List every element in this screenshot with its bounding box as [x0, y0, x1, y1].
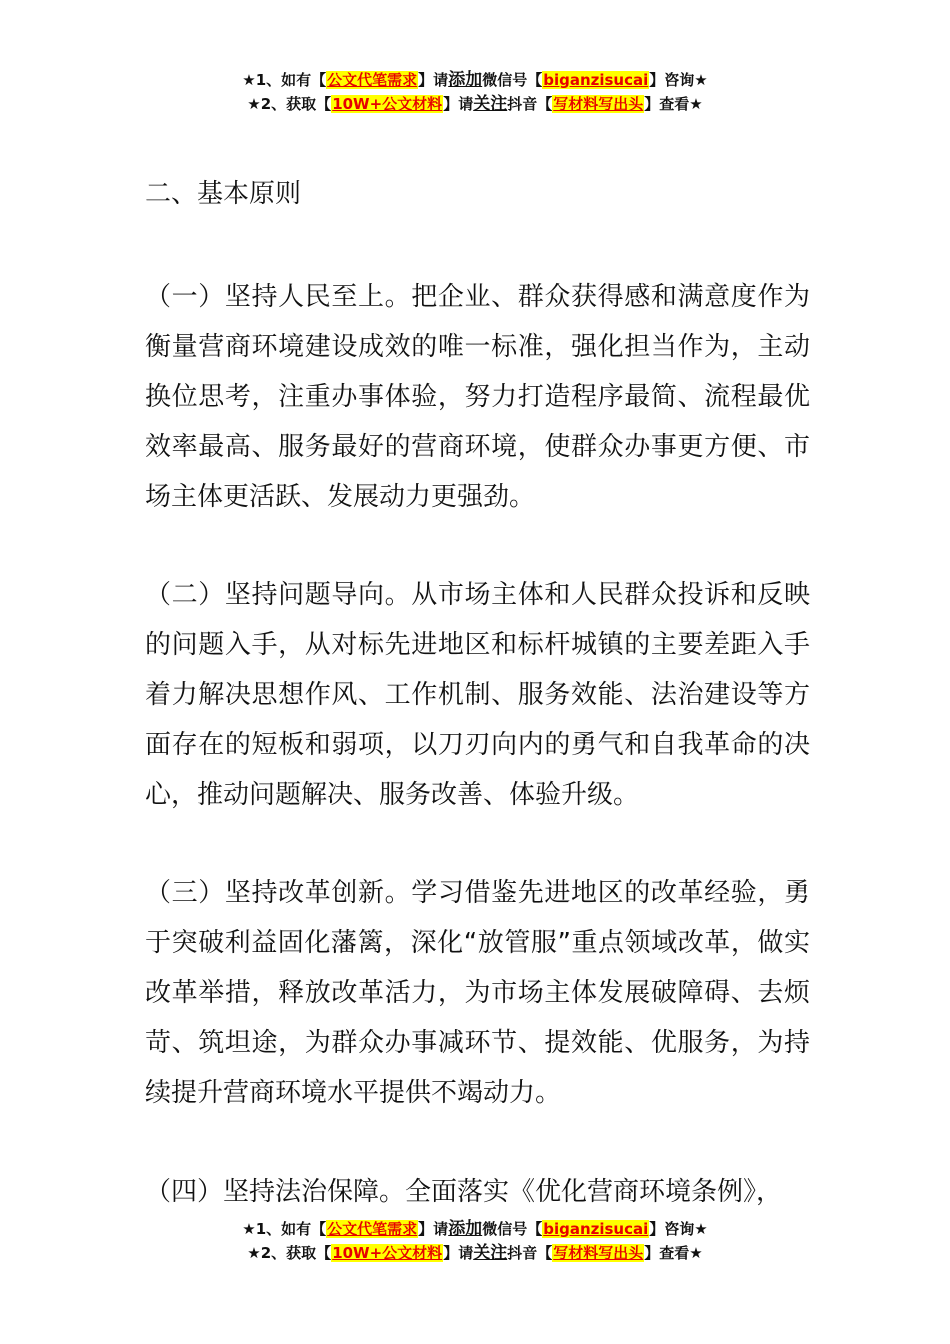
promo-text: ★2、获取【 — [247, 95, 332, 113]
promo-text: 】请 — [418, 1220, 449, 1238]
promo-highlight-wechat-id: biganzisucai — [543, 71, 649, 89]
promo-text: ★1、如有【 — [242, 1220, 327, 1238]
promo-text: ★2、获取【 — [247, 1244, 332, 1262]
promo-text: 】请 — [443, 1244, 474, 1262]
promo-text: 微信号【 — [482, 71, 543, 89]
promo-highlight-douyin: 写材料写出头 — [553, 95, 644, 113]
promo-highlight-service: 公文代笔需求 — [327, 71, 418, 89]
promo-text: 】请 — [443, 95, 474, 113]
promo-line-2 — [0, 1241, 950, 1265]
promo-text: 抖音【 — [507, 1244, 553, 1262]
section-heading: 二、基本原则 — [145, 179, 302, 209]
paragraph-people-first: （一）坚持人民至上。把企业、群众获得感和满意度作为衡量营商环境建设成效的唯一标准，强化担当作为，主动换位思考，注重办事体验，努力打造程序最简、流程最优效率最高、服务最好的营商环境，使群众办事更方便、市场主体更活跃、发展动力更强劲。 — [145, 282, 810, 512]
promo-underline-follow: 关注 — [473, 94, 508, 114]
promo-text: 抖音【 — [507, 95, 553, 113]
promo-text: 】咨询★ — [649, 1220, 708, 1238]
promo-highlight-douyin: 写材料写出头 — [553, 1244, 644, 1262]
promo-highlight-wechat-id: biganzisucai — [543, 1220, 649, 1238]
promo-line-1 — [0, 1217, 950, 1241]
paragraph-reform-innovation: （三）坚持改革创新。学习借鉴先进地区的改革经验，勇于突破利益固化藩篱，深化“放管服”重点领域改革，做实改革举措，释放改革活力，为市场主体发展破障碍、去烦苛、筑坦途，为群众办事减环节、提效能、优服务，为持续提升营商环境水平提供不竭动力。 — [145, 878, 810, 1108]
promo-underline-add: 添加 — [448, 70, 483, 90]
promo-underline-follow: 关注 — [473, 1243, 508, 1263]
promo-text: 】咨询★ — [649, 71, 708, 89]
paragraph-problem-oriented: （二）坚持问题导向。从市场主体和人民群众投诉和反映的问题入手，从对标先进地区和标杆城镇的主要差距入手着力解决思想作风、工作机制、服务效能、法治建设等方面存在的短板和弱项，以刀刃向内的勇气和自我革命的决心，推动问题解决、服务改善、体验升级。 — [145, 580, 810, 810]
paragraph-rule-of-law: （四）坚持法治保障。全面落实《优化营商环境条例》， — [145, 1177, 783, 1207]
promo-banner-bottom — [0, 1217, 950, 1265]
promo-text: 】请 — [418, 71, 449, 89]
promo-banner-top — [0, 68, 950, 116]
promo-text: 】查看★ — [644, 1244, 703, 1262]
promo-highlight-materials: 10W+公文材料 — [332, 95, 443, 113]
promo-text: 微信号【 — [482, 1220, 543, 1238]
promo-line-1 — [0, 68, 950, 92]
promo-line-2 — [0, 92, 950, 116]
promo-underline-add: 添加 — [448, 1219, 483, 1239]
promo-highlight-materials: 10W+公文材料 — [332, 1244, 443, 1262]
promo-highlight-service: 公文代笔需求 — [327, 1220, 418, 1238]
promo-text: 】查看★ — [644, 95, 703, 113]
promo-text: ★1、如有【 — [242, 71, 327, 89]
